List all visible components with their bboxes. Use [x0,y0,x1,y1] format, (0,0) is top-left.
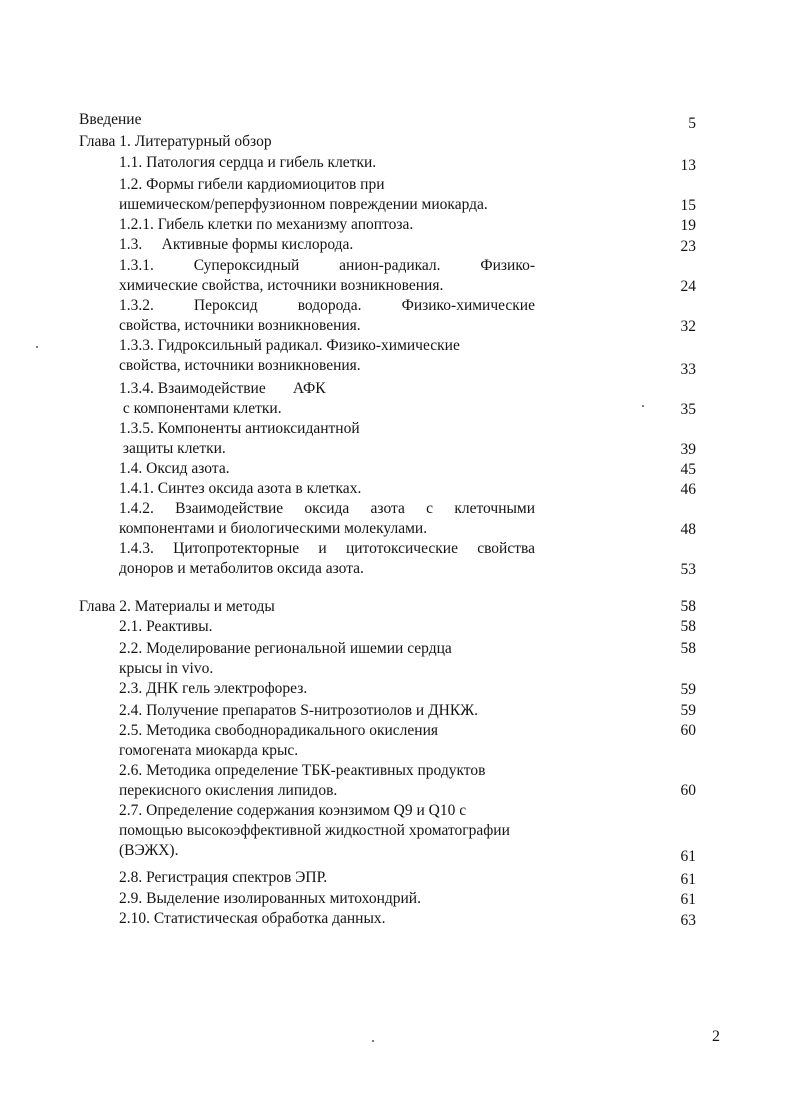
toc-entry-line: 1.4.1. Синтез оксида азота в клетках. [119,480,362,497]
toc-entry-page: 35 [680,401,696,418]
toc-entry-line: 2.1. Реактивы. [119,618,213,635]
toc-entry-page: 60 [680,722,696,739]
toc-entry-line: 2.6. Методика определение ТБК-реактивных продуктов [119,762,486,779]
toc-entry-line: доноров и метаболитов оксида азота. [119,560,364,577]
toc-entry-page: 58 [680,640,696,657]
toc-entry-page: 53 [680,561,696,578]
toc-entry [119,499,535,539]
toc-entry-line: с компонентами клетки. [119,400,282,417]
toc-entry-page: 32 [680,318,696,335]
toc-entry-line: 2.9. Выделение изолированных митохондрий. [119,890,421,907]
toc-entry-line: 1.3.2. Пероксид водорода. Физико-химические [119,297,535,314]
toc-entry-line: 1.1. Патология сердца и гибель клетки. [119,154,377,171]
toc-entry-line: 1.3. Активные формы кислорода. [119,236,354,253]
toc-entry [119,679,307,699]
toc-entry-line: (ВЭЖХ). [119,842,179,859]
toc-entry-line: 1.3.1. Супероксидный анион-радикал. Физико- [119,257,535,274]
toc-entry-page: 59 [680,681,696,698]
toc-entry-line: перекисного окисления липидов. [119,782,338,799]
page-number: 2 [712,1028,720,1045]
toc-entry-page: 45 [680,461,696,478]
scan-speck [36,346,38,348]
toc-entry-line: ишемическом/реперфузионном повреждении миокарда. [119,196,488,213]
toc-entry-page: 61 [680,891,696,908]
toc-entry-line: Глава 2. Материалы и методы [79,598,275,615]
toc-entry-line: 2.10. Статистическая обработка данных. [119,910,386,927]
toc-entry [119,721,438,761]
toc-entry-line: Глава 1. Литературный обзор [79,133,272,150]
toc-entry-line: 2.3. ДНК гель электрофорез. [119,680,308,697]
toc-entry-page: 24 [680,278,696,295]
toc-entry-line: 1.3.3. Гидроксильный радикал. Физико-химические [119,337,460,354]
toc-entry-line: 2.2. Моделирование региональной ишемии сердца [119,640,452,657]
toc-entry-line: 2.5. Методика свободнорадикального окисления [119,722,439,739]
toc-entry-page: 33 [680,361,696,378]
toc-entry-line: 1.4. Оксид азота. [119,460,230,477]
toc-entry [119,296,535,336]
toc-entry [119,459,230,479]
chapter-2-title [79,597,275,617]
toc-entry-line: Введение [79,111,142,128]
toc-entry [119,215,413,235]
chapter-2-page: 58 [680,598,696,615]
toc-entry [119,909,386,929]
toc-entry-page: 61 [680,871,696,888]
toc-entry-page: 23 [680,238,696,255]
toc-entry [119,761,485,801]
toc-entry-line: 1.3.4. Взаимодействие АФК [119,380,326,397]
toc-entry [119,701,478,721]
toc-entry-line: 1.4.3. Цитопротекторные и цитотоксические свойства [119,540,535,557]
toc-entry [119,801,510,861]
toc-entry-line: свойства, источники возникновения. [119,357,361,374]
toc-entry [119,479,361,499]
toc-entry-line: защиты клетки. [119,440,226,457]
toc-entry [119,889,421,909]
toc-entry-line: гомогената миокарда крыс. [119,742,299,759]
scan-speck [372,1040,374,1042]
toc-entry [119,617,213,637]
toc-entry-page: 59 [680,702,696,719]
toc-entry-page: 63 [680,912,696,929]
toc-entry-line: 2.4. Получение препаратов S-нитрозотиолов и ДНКЖ. [119,702,478,719]
toc-intro-title [79,110,141,130]
toc-entry-line: 1.2. Формы гибели кардиомиоцитов при [119,176,385,193]
toc-entry-page: 61 [680,848,696,865]
toc-entry [119,639,452,679]
toc-entry-page: 60 [680,782,696,799]
toc-entry-page: 58 [680,618,696,635]
toc-entry-line: крысы in vivo. [119,660,214,677]
toc-entry-line: 2.7. Определение содержания коэнзимом Q9 и Q10 с [119,802,467,819]
toc-entry [119,256,535,296]
toc-entry [119,539,535,579]
toc-intro-page: 5 [688,115,696,132]
toc-entry-page: 15 [680,197,696,214]
scan-speck [642,405,644,407]
toc-entry-page: 13 [680,157,696,174]
toc-entry-line: помощью высокоэффективной жидкостной хроматографии [119,822,510,839]
toc-entry-line: 1.3.5. Компоненты антиоксидантной [119,420,360,437]
toc-entry-page: 19 [680,217,696,234]
toc-entry-line: химические свойства, источники возникновения. [119,277,444,294]
toc-entry [119,379,326,419]
toc-entry-line: компонентами и биологическими молекулами. [119,520,428,537]
toc-entry-page: 48 [680,521,696,538]
toc-entry-line: 1.4.2. Взаимодействие оксида азота с клеточными [119,500,535,517]
toc-entry [119,153,376,173]
chapter-1-title [79,132,272,152]
toc-entry [119,175,488,215]
toc-entry [119,235,353,255]
toc-entry-page: 46 [680,481,696,498]
toc-entry-line: 1.2.1. Гибель клетки по механизму апоптоза. [119,216,414,233]
toc-entry-page: 39 [680,441,696,458]
toc-entry [119,868,327,888]
toc-entry-line: свойства, источники возникновения. [119,317,361,334]
toc-entry-line: 2.8. Регистрация спектров ЭПР. [119,869,328,886]
toc-entry [119,419,360,459]
toc-entry [119,336,460,376]
